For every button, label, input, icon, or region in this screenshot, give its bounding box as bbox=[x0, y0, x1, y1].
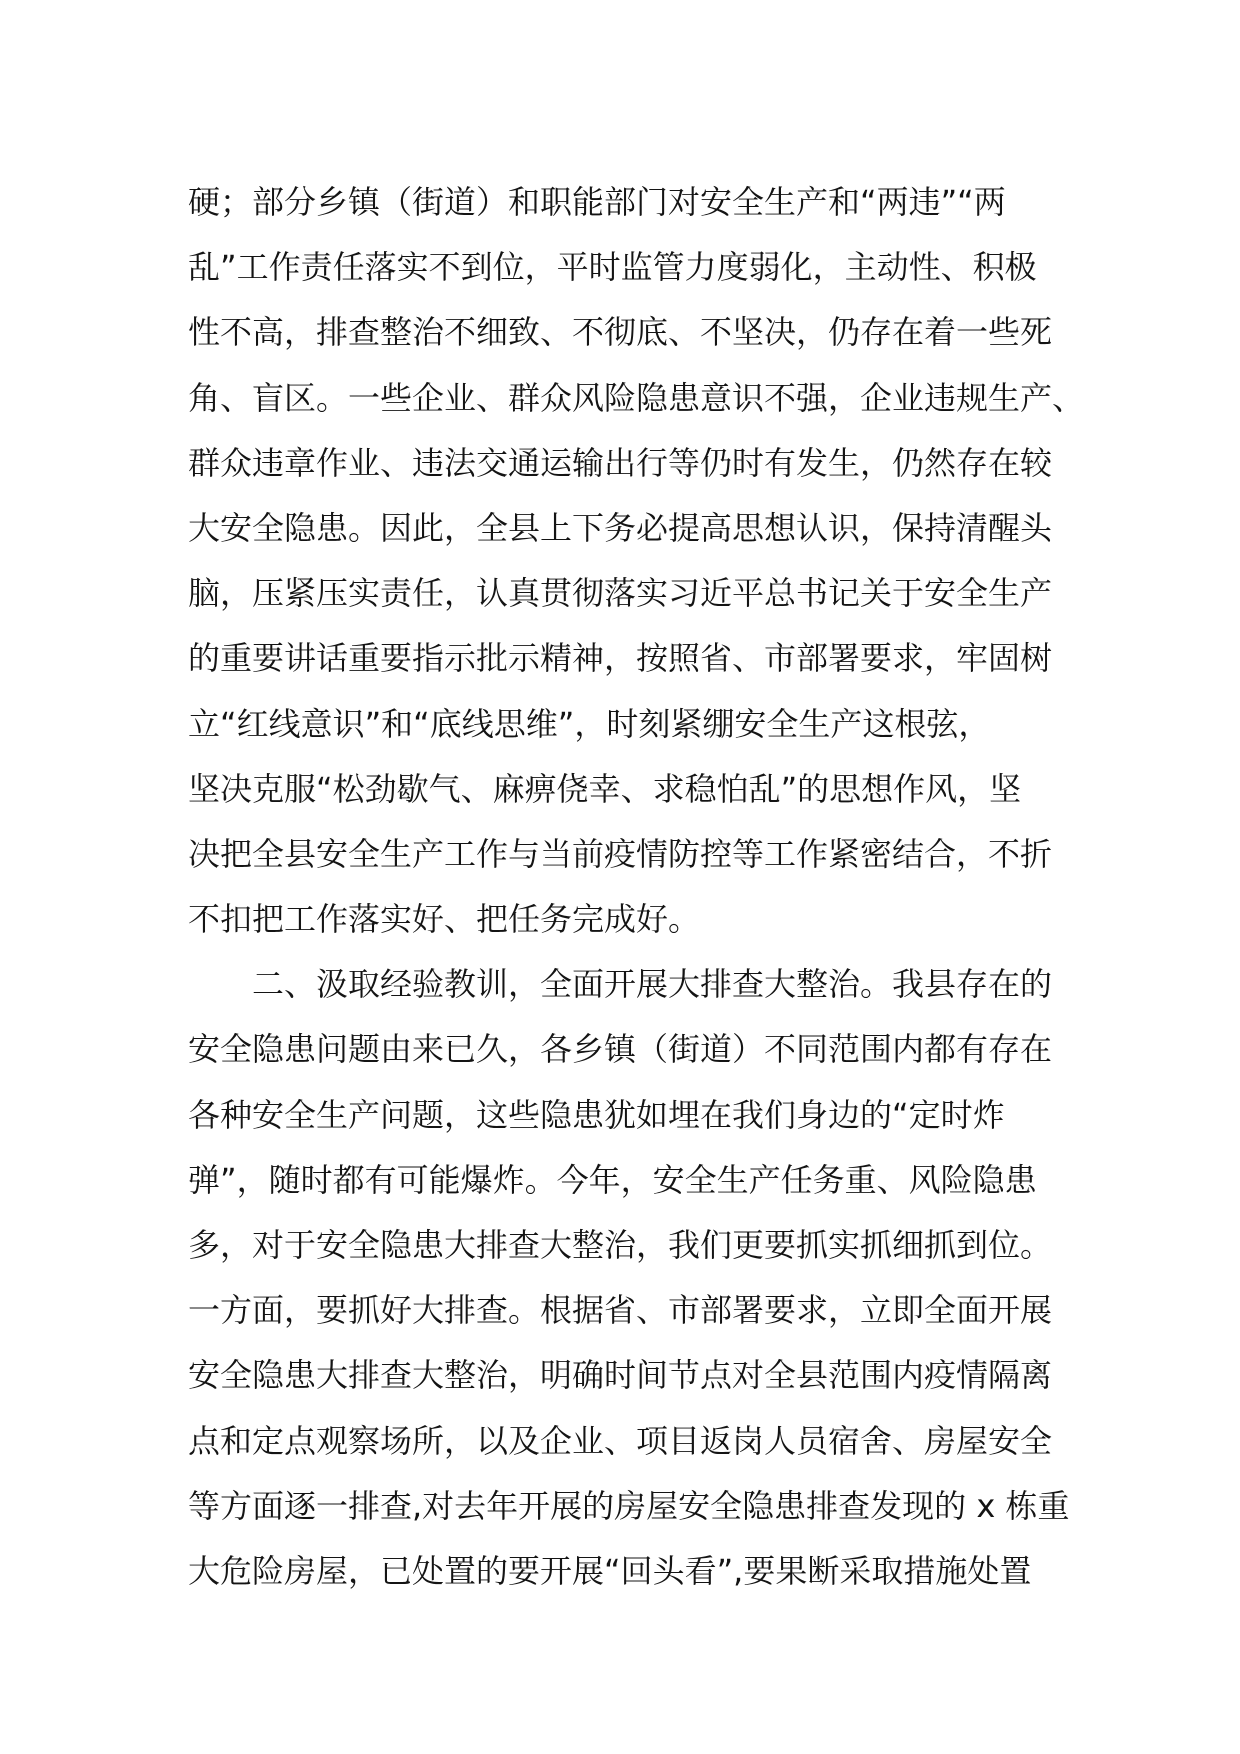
text-line: 安全隐患问题由来已久，各乡镇（街道）不同范围内都有存在 bbox=[188, 1030, 1053, 1069]
text-line: 性不高，排查整治不细致、不彻底、不坚决，仍存在着一些死 bbox=[188, 313, 1053, 352]
body-text bbox=[188, 170, 1088, 1604]
text-line: 的重要讲话重要指示批示精神，按照省、市部署要求，牢固树 bbox=[188, 639, 1053, 678]
text-line: 角、盲区。一些企业、群众风险隐患意识不强，企业违规生产、 bbox=[188, 378, 1085, 417]
text-line: 不扣把工作落实好、把任务完成好。 bbox=[188, 900, 701, 939]
text-line: 各种安全生产问题，这些隐患犹如埋在我们身边的“定时炸 bbox=[188, 1095, 1005, 1134]
text-line: 硬；部分乡镇（街道）和职能部门对安全生产和“两违”“两 bbox=[188, 183, 1006, 221]
text-line: 决把全县安全生产工作与当前疫情防控等工作紧密结合，不折 bbox=[188, 834, 1053, 873]
text-line: 大危险房屋，已处置的要开展“回头看”,要果断采取措施处置 bbox=[188, 1551, 1032, 1590]
text-line: 多，对于安全隐患大排查大整治，我们更要抓实抓细抓到位。 bbox=[188, 1226, 1053, 1264]
text-line: 立“红线意识”和“底线思维”，时刻紧绷安全生产这根弦， bbox=[188, 704, 991, 743]
text-line: 安全隐患大排查大整治，明确时间节点对全县范围内疫情隔离 bbox=[188, 1356, 1053, 1395]
text-line: 点和定点观察场所，以及企业、项目返岗人员宿舍、房屋安全 bbox=[188, 1421, 1053, 1460]
section-heading-line: 二、汲取经验教训，全面开展大排查大整治。我县存在的 bbox=[188, 965, 1053, 1004]
text-line: 坚决克服“松劲歇气、麻痹侥幸、求稳怕乱”的思想作风，坚 bbox=[188, 769, 1022, 808]
text-line: 一方面，要抓好大排查。根据省、市部署要求，立即全面开展 bbox=[188, 1291, 1053, 1330]
text-line: 脑，压紧压实责任，认真贯彻落实习近平总书记关于安全生产 bbox=[188, 574, 1053, 613]
text-line: 等方面逐一排查,对去年开展的房屋安全隐患排查发现的 x 栋重 bbox=[188, 1486, 1070, 1525]
text-line: 乱”工作责任落实不到位，平时监管力度弱化，主动性、积极 bbox=[188, 248, 1037, 287]
text-line: 弹”，随时都有可能爆炸。今年，安全生产任务重、风险隐患 bbox=[188, 1160, 1037, 1199]
text-line: 群众违章作业、违法交通运输出行等仍时有发生，仍然存在较 bbox=[188, 443, 1053, 482]
text-line: 大安全隐患。因此，全县上下务必提高思想认识，保持清醒头 bbox=[188, 508, 1053, 547]
